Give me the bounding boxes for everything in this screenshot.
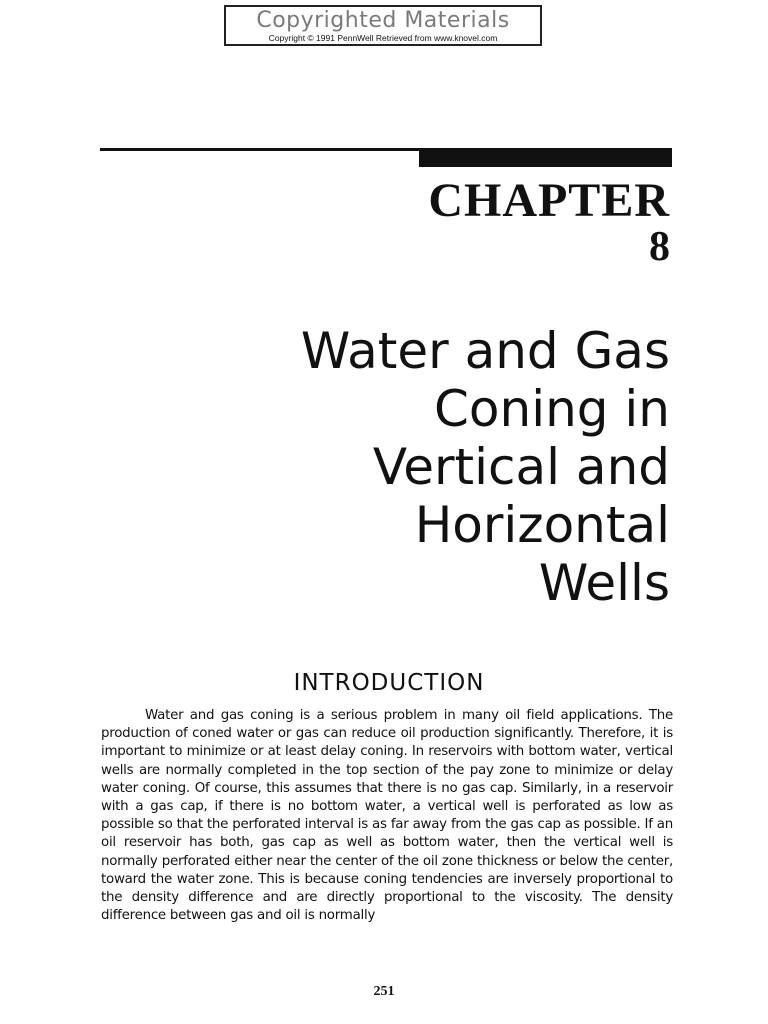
chapter-title-line: Wells: [538, 554, 670, 612]
section-heading: INTRODUCTION: [293, 670, 485, 696]
chapter-rule-thick: [419, 148, 672, 167]
body-paragraph: Water and gas coning is a serious problem in many oil field applications. The production of coned water or gas can reduce oil production significantly. Therefore, it is important to minimize or at least delay coning. In reservoirs with bottom water, vertical wells are normally completed in the top section of the pay zone to minimize or delay water coning. Of course, this assumes that there is no gas cap. Similarly, in a reservoir with a gas cap, if there is no bottom water, a vertical well is perforated as low as possible so that the perforated interval is as far away from the gas cap as possible. If an oil reservoir has both, gas cap as well as bottom water, then the vertical well is normally perforated either near the center of the oil zone thickness or below the center, toward the water zone. This is because coning tendencies are inversely proportional to the density difference and are directly proportional to the viscosity. The density difference between gas and oil is normally: [101, 708, 673, 924]
chapter-title-line: Water and Gas: [300, 322, 670, 380]
copyright-title: Copyrighted Materials: [256, 8, 510, 33]
chapter-title: [150, 322, 670, 612]
chapter-title-line: Coning in: [434, 380, 670, 438]
chapter-label: CHAPTER: [428, 174, 670, 227]
copyright-notice: Copyright © 1991 PennWell Retrieved from www.knovel.com: [268, 33, 498, 43]
page-number: 251: [373, 984, 395, 999]
chapter-title-line: Horizontal: [414, 496, 670, 554]
copyright-banner: [224, 5, 542, 46]
chapter-number: 8: [649, 224, 670, 270]
chapter-title-line: Vertical and: [372, 438, 670, 496]
